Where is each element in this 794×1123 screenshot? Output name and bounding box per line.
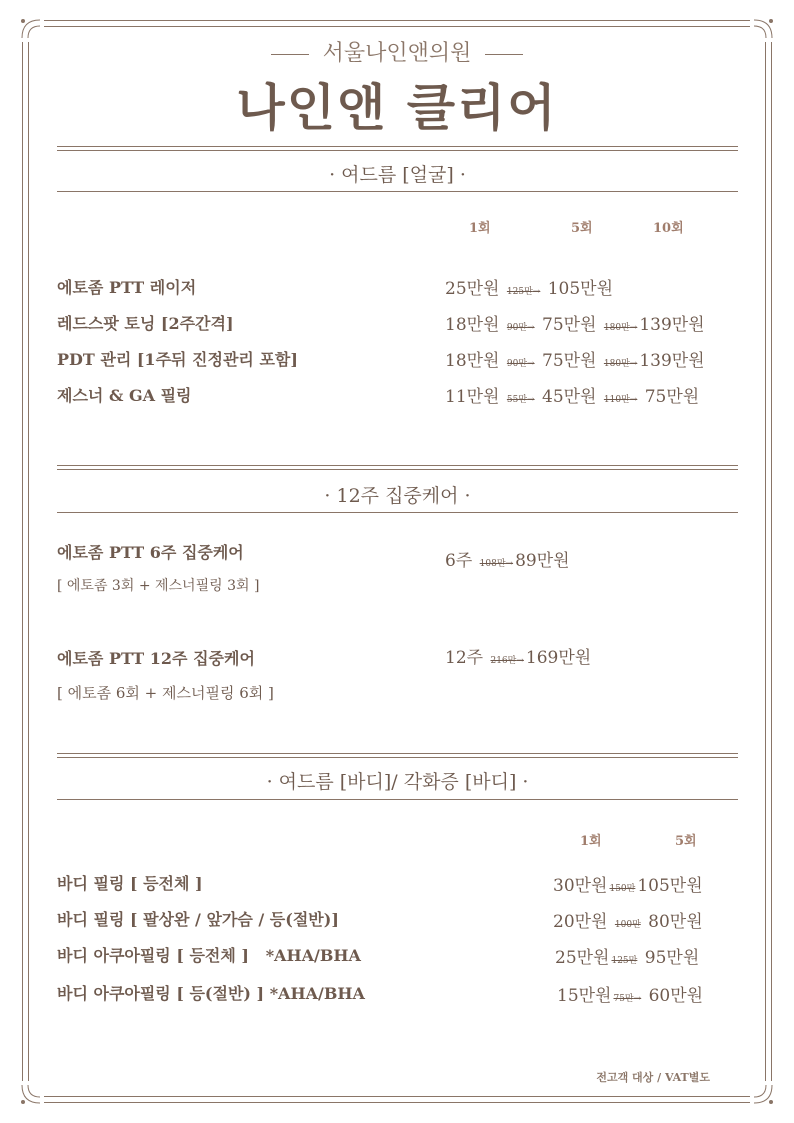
section-rule-bottom (57, 799, 738, 800)
old-price-10: 110만→ (603, 395, 638, 405)
treatment-name: 제스너 & GA 필링 (57, 386, 192, 405)
price-5: 95만원 (644, 948, 700, 968)
price-1: 25만원 (445, 279, 500, 299)
treatment-name: 바디 아쿠아필링 [ 등전체 ] *AHA/BHA (57, 946, 361, 965)
price-5: 45만원 (542, 387, 597, 407)
price-line (555, 943, 699, 968)
corner-ornament-bottom-right (750, 1081, 776, 1107)
old-price-10: 180만→ (603, 323, 638, 333)
price-1: 18만원 (445, 351, 500, 371)
program-detail: [ 에토좀 3회 + 제스너필링 3회 ] (57, 578, 260, 594)
price-1: 11만원 (445, 387, 500, 407)
clinic-name-text: 서울나인앤의원 (322, 41, 472, 66)
price-5: 75만원 (542, 351, 597, 371)
price-10: 75만원 (644, 387, 700, 407)
price-5: 75만원 (542, 315, 597, 335)
old-price-5: 125만 (611, 956, 638, 966)
price-line (445, 382, 699, 407)
price-1: 25만원 (555, 948, 610, 968)
section-title-face: · 여드름 [얼굴] · (329, 164, 466, 186)
duration: 12주 (445, 648, 484, 668)
price-1: 20만원 (553, 912, 608, 932)
price-line (445, 310, 705, 335)
section-rule-top (57, 753, 738, 758)
price-line (557, 981, 703, 1006)
left-dash (271, 54, 309, 55)
old-price-5: 90만→ (506, 323, 535, 333)
price: 169만원 (525, 648, 592, 668)
old-price-5: 75만→ (613, 994, 642, 1004)
section-title-body: · 여드름 [바디]/ 각화증 [바디] · (266, 771, 529, 793)
old-price-5: 90만→ (506, 359, 535, 369)
old-price: 108만→ (479, 559, 514, 569)
section-rule-bottom (57, 512, 738, 513)
old-price-5: 100만 (614, 920, 641, 930)
footer-note: 전고객 대상 / VAT별도 (596, 1071, 710, 1084)
section-rule-bottom (57, 191, 738, 192)
duration: 6주 (445, 551, 473, 571)
section-title-intensive: · 12주 집중케어 · (324, 485, 471, 507)
price-10: 139만원 (639, 351, 705, 371)
corner-ornament-bottom-left (18, 1081, 44, 1107)
price-line (445, 346, 705, 371)
price-line (445, 546, 570, 571)
old-price-5: 55만→ (506, 395, 535, 405)
price-5: 105만원 (637, 876, 703, 896)
page-title: 나인앤 클리어 (236, 79, 558, 137)
price-line (445, 643, 591, 668)
program-name: 에토좀 PTT 12주 집중케어 (57, 649, 255, 668)
old-price-10: 180만→ (603, 359, 638, 369)
right-dash (485, 54, 523, 55)
treatment-name: 바디 필링 [ 등전체 ] (57, 874, 203, 893)
price-line (445, 274, 613, 299)
price-1: 30만원 (553, 876, 608, 896)
price-10: 139만원 (639, 315, 705, 335)
price-line (553, 907, 703, 932)
price-1: 15만원 (557, 986, 612, 1006)
old-price-5: 150만 (609, 884, 636, 894)
price-5: 105만원 (547, 279, 614, 299)
price-5: 80만원 (648, 912, 703, 932)
treatment-name: 에토좀 PTT 레이저 (57, 278, 197, 297)
section-rule-top (57, 465, 738, 470)
price: 89만원 (515, 551, 570, 571)
old-price-5: 125만→ (506, 287, 541, 297)
col-head-5: 5회 (571, 221, 593, 236)
treatment-name: PDT 관리 [1주뒤 진정관리 포함] (57, 350, 298, 369)
price-5: 60만원 (648, 986, 704, 1006)
col-head-5: 5회 (675, 834, 697, 849)
col-head-1: 1회 (469, 221, 491, 236)
clinic-name (0, 36, 794, 67)
treatment-name: 레드스팟 토닝 [2주간격] (57, 314, 234, 333)
treatment-name: 바디 아쿠아필링 [ 등(절반) ] *AHA/BHA (57, 984, 365, 1003)
col-head-1: 1회 (580, 834, 602, 849)
program-name: 에토좀 PTT 6주 집중케어 (57, 543, 244, 562)
price-1: 18만원 (445, 315, 500, 335)
treatment-name: 바디 필링 [ 팔상완 / 앞가슴 / 등(절반)] (57, 910, 339, 929)
old-price: 216만→ (490, 656, 524, 666)
col-head-10: 10회 (653, 221, 684, 236)
program-detail: [ 에토좀 6회 + 제스너필링 6회 ] (57, 684, 274, 702)
section-rule-top (57, 146, 738, 151)
price-line (553, 871, 703, 896)
